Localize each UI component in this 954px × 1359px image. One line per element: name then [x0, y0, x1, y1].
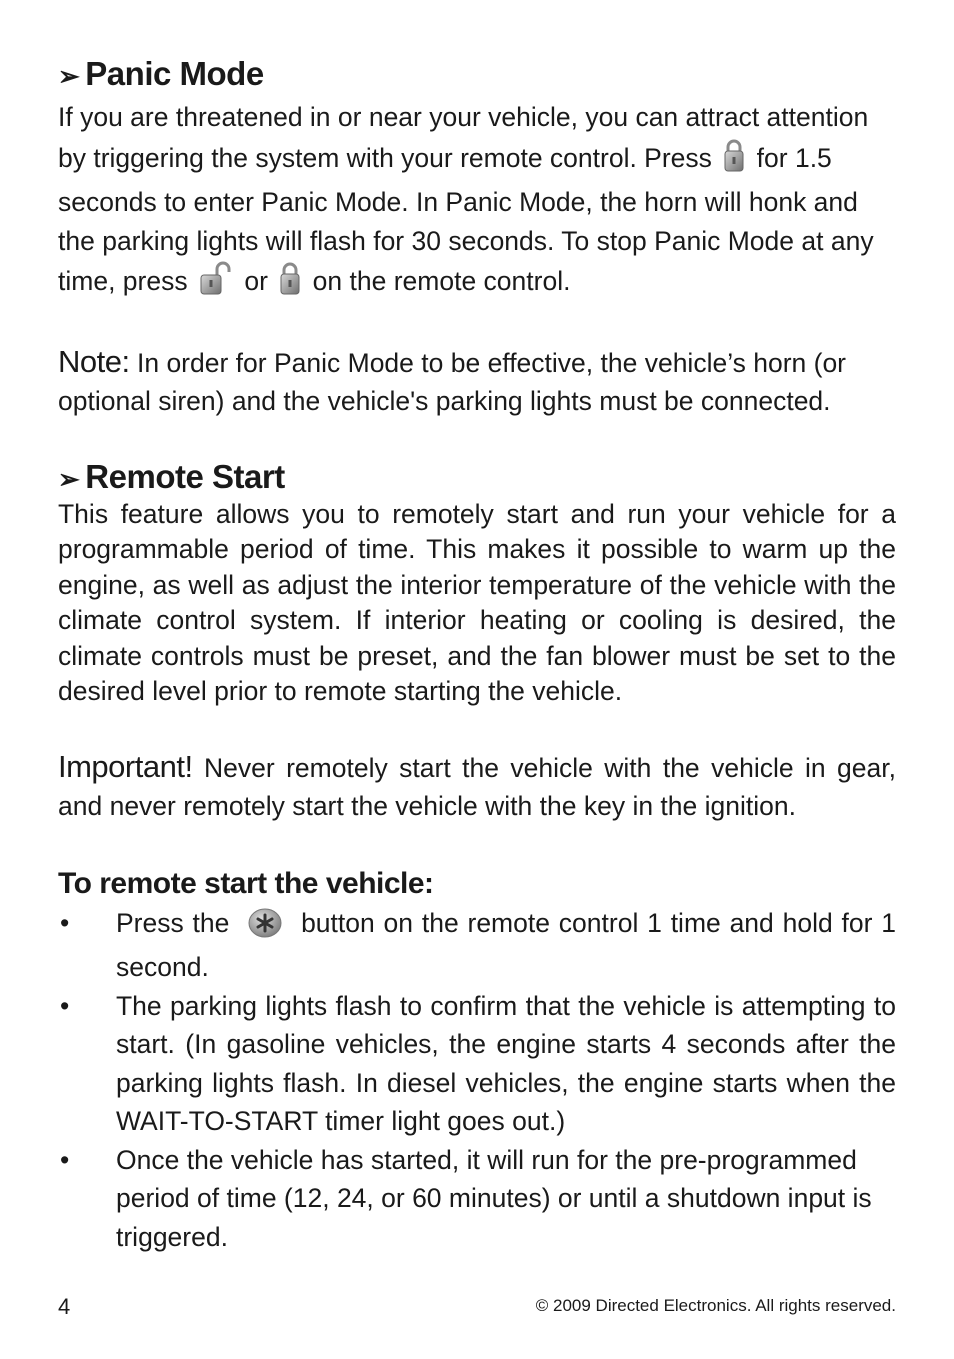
- lock-icon: [723, 137, 745, 184]
- step-1-text-a: Press the: [116, 907, 230, 938]
- panic-text-3: or: [244, 266, 268, 296]
- arrow-bullet-icon: ➢: [58, 61, 80, 91]
- important-paragraph: [58, 748, 896, 826]
- important-text: Never remotely start the vehicle with the vehicle in gear, and never remotely start the vehicle with the key in the ignition.: [58, 752, 896, 821]
- note-paragraph: [58, 343, 896, 421]
- panic-mode-paragraph: [58, 98, 896, 307]
- copyright-notice: © 2009 Directed Electronics. All rights reserved.: [535, 1296, 896, 1315]
- manual-page: [58, 52, 896, 1256]
- remote-start-steps: [58, 904, 896, 1257]
- list-item: [58, 904, 896, 987]
- list-item: [58, 987, 896, 1141]
- lock-icon: [279, 260, 301, 307]
- note-label: Note:: [58, 343, 130, 379]
- bullet-icon: •: [60, 1144, 70, 1175]
- list-item: [58, 1141, 896, 1257]
- panic-mode-heading: [58, 52, 896, 98]
- remote-start-heading: [58, 455, 896, 501]
- panic-text-1: If you are threatened in or near your vehicle, you can attract attention by triggering the system with your remote control. Press: [58, 102, 869, 173]
- panic-text-4: on the remote control.: [312, 266, 571, 296]
- panic-text-2: for 1.5 seconds to enter Panic Mode. In Panic Mode, the horn will honk and the parking lights will flash for 30 seconds. To stop Panic Mode at any time, press: [58, 142, 874, 296]
- important-label: Important!: [58, 748, 193, 784]
- unlock-icon: [199, 260, 233, 307]
- howto-heading: To remote start the vehicle:: [58, 866, 434, 900]
- panic-mode-heading-text: Panic Mode: [85, 55, 264, 92]
- bullet-icon: •: [60, 990, 70, 1021]
- arrow-bullet-icon: ➢: [58, 463, 80, 494]
- step-1-text-b: button on the remote control 1 time and hold for 1 second.: [116, 907, 896, 982]
- remote-start-intro: This feature allows you to remotely start and run your vehicle for a programmable period of time. This makes it possible to warm up the engine, as well as adjust the interior temperature of the vehicle with the climate control system. If interior heating or cooling is desired, the climate controls must be preset, and the fan blower must be set to the desired level prior to remote starting the vehicle.: [58, 498, 896, 706]
- step-2-text: The parking lights flash to confirm that the vehicle is attempting to start. (In gasoline vehicles, the engine starts 4 seconds after the parking lights flash. In diesel vehicles, the engine starts when the WAIT-TO-START timer light goes out.): [116, 990, 896, 1136]
- remote-start-heading-text: Remote Start: [85, 457, 285, 495]
- page-number: 4: [58, 1294, 71, 1319]
- step-3-text: Once the vehicle has started, it will run for the pre-programmed period of time (12, 24, or 60 minutes) or until a shutdown input is triggered.: [116, 1144, 872, 1252]
- note-text: In order for Panic Mode to be effective, the vehicle’s horn (or optional siren) and the vehicle's parking lights must be connected.: [58, 347, 847, 416]
- asterisk-button-icon: [248, 908, 282, 949]
- bullet-icon: •: [60, 907, 70, 938]
